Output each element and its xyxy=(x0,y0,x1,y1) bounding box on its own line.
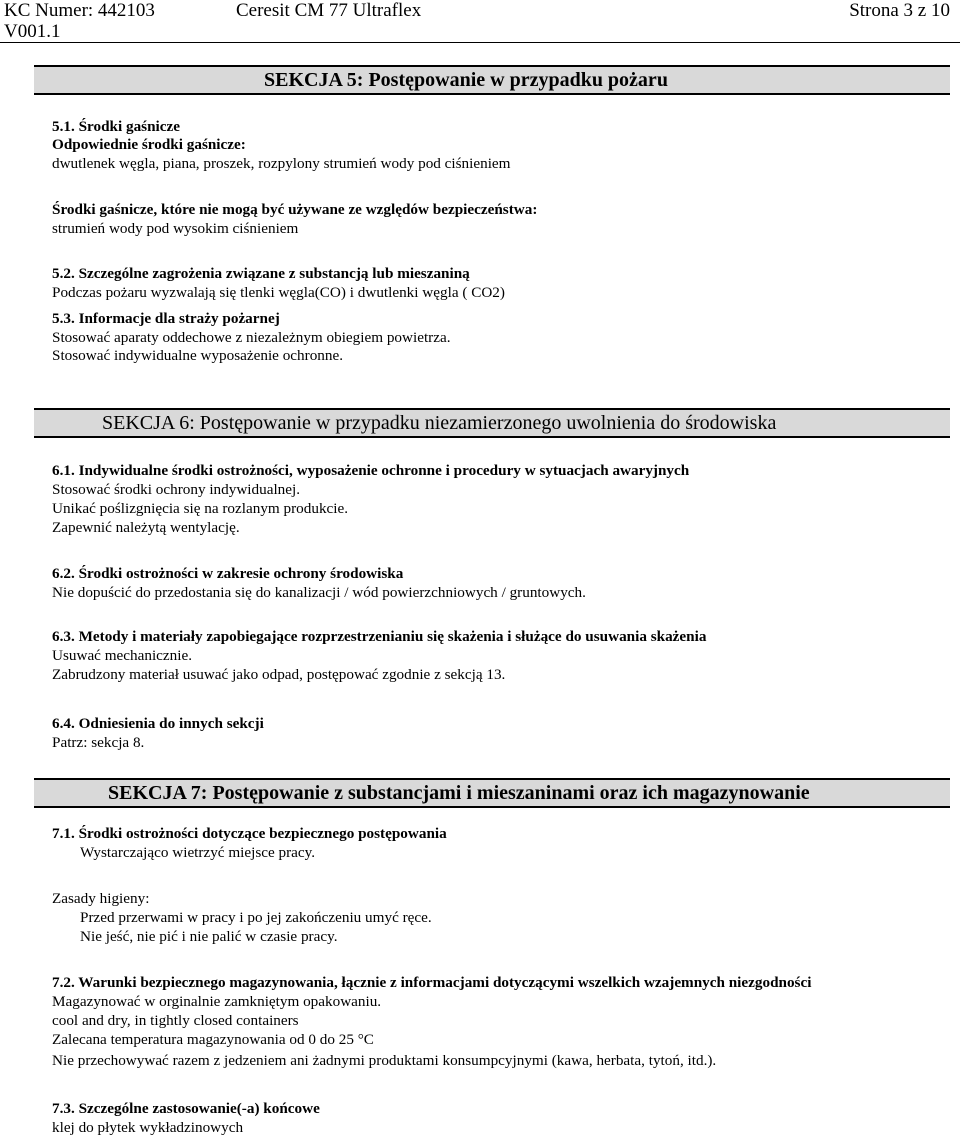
text-6-1-b: Unikać poślizgnięcia się na rozlanym produkcie. xyxy=(52,500,349,517)
text-7-2-d: Nie przechowywać razem z jedzeniem ani żadnymi produktami konsumpcyjnymi (kawa, herbata, tytoń, itd.). xyxy=(52,1052,717,1069)
hygiene-text-b: Nie jeść, nie pić i nie palić w czasie pracy. xyxy=(80,928,338,945)
text-5-3-a: Stosować aparaty oddechowe z niezależnym obiegiem powietrza. xyxy=(52,329,451,346)
header-rule xyxy=(0,42,960,43)
text-5-3-b: Stosować indywidualne wyposażenie ochronne. xyxy=(52,347,344,364)
text-6-1-c: Zapewnić należytą wentylację. xyxy=(52,519,240,536)
text-5-1: dwutlenek węgla, piana, proszek, rozpylony strumień wody pod ciśnieniem xyxy=(52,155,511,172)
hygiene-label: Zasady higieny: xyxy=(52,890,150,907)
heading-6-1: 6.1. Indywidualne środki ostrożności, wyposażenie ochronne i procedury w sytuacjach awaryjnych xyxy=(52,462,690,479)
section-7-band xyxy=(34,778,950,808)
page-number: Strona 3 z 10 xyxy=(849,0,950,21)
subheading-5-1-b: Środki gaśnicze, które nie mogą być używane ze względów bezpieczeństwa: xyxy=(52,201,538,218)
section-6-title: SEKCJA 6: Postępowanie w przypadku niezamierzonego uwolnienia do środowiska xyxy=(102,412,777,434)
heading-7-3: 7.3. Szczególne zastosowanie(-a) końcowe xyxy=(52,1100,320,1117)
kc-number: KC Numer: 442103 xyxy=(4,0,155,21)
hygiene-text-a: Przed przerwami w pracy i po jej zakończeniu umyć ręce. xyxy=(80,909,432,926)
section-6-band xyxy=(34,408,950,438)
text-6-4: Patrz: sekcja 8. xyxy=(52,734,145,751)
text-7-2-a: Magazynować w orginalnie zamkniętym opakowaniu. xyxy=(52,993,382,1010)
version: V001.1 xyxy=(4,21,61,42)
text-7-1: Wystarczająco wietrzyć miejsce pracy. xyxy=(80,844,316,861)
heading-5-3: 5.3. Informacje dla straży pożarnej xyxy=(52,310,280,327)
heading-6-4: 6.4. Odniesienia do innych sekcji xyxy=(52,715,264,732)
text-7-2-c: Zalecana temperatura magazynowania od 0 do 25 °C xyxy=(52,1031,374,1048)
text-5-1-b: strumień wody pod wysokim ciśnieniem xyxy=(52,220,299,237)
section-7-title: SEKCJA 7: Postępowanie z substancjami i mieszaninami oraz ich magazynowanie xyxy=(108,782,810,804)
text-6-2: Nie dopuścić do przedostania się do kanalizacji / wód powierzchniowych / gruntowych. xyxy=(52,584,586,601)
heading-7-2: 7.2. Warunki bezpiecznego magazynowania, łącznie z informacjami dotyczącymi wszelkich wzajemnych niezgodności xyxy=(52,974,812,991)
page-header xyxy=(0,0,960,44)
section-5-title: SEKCJA 5: Postępowanie w przypadku pożaru xyxy=(264,69,668,91)
heading-5-2: 5.2. Szczególne zagrożenia związane z substancją lub mieszaniną xyxy=(52,265,470,282)
section-5-band xyxy=(34,65,950,95)
heading-6-3: 6.3. Metody i materiały zapobiegające rozprzestrzenianiu się skażenia i służące do usuwania skażenia xyxy=(52,628,707,645)
text-6-1-a: Stosować środki ochrony indywidualnej. xyxy=(52,481,301,498)
text-5-2: Podczas pożaru wyzwalają się tlenki węgla(CO) i dwutlenki węgla ( CO2) xyxy=(52,284,505,301)
text-6-3-a: Usuwać mechanicznie. xyxy=(52,647,192,664)
text-7-3: klej do płytek wykładzinowych xyxy=(52,1119,244,1136)
product-name: Ceresit CM 77 Ultraflex xyxy=(236,0,422,21)
subheading-5-1: Odpowiednie środki gaśnicze: xyxy=(52,136,246,153)
heading-6-2: 6.2. Środki ostrożności w zakresie ochrony środowiska xyxy=(52,565,404,582)
heading-5-1: 5.1. Środki gaśnicze xyxy=(52,118,180,135)
text-7-2-b: cool and dry, in tightly closed containers xyxy=(52,1012,299,1029)
text-6-3-b: Zabrudzony materiał usuwać jako odpad, postępować zgodnie z sekcją 13. xyxy=(52,666,506,683)
heading-7-1: 7.1. Środki ostrożności dotyczące bezpiecznego postępowania xyxy=(52,825,447,842)
